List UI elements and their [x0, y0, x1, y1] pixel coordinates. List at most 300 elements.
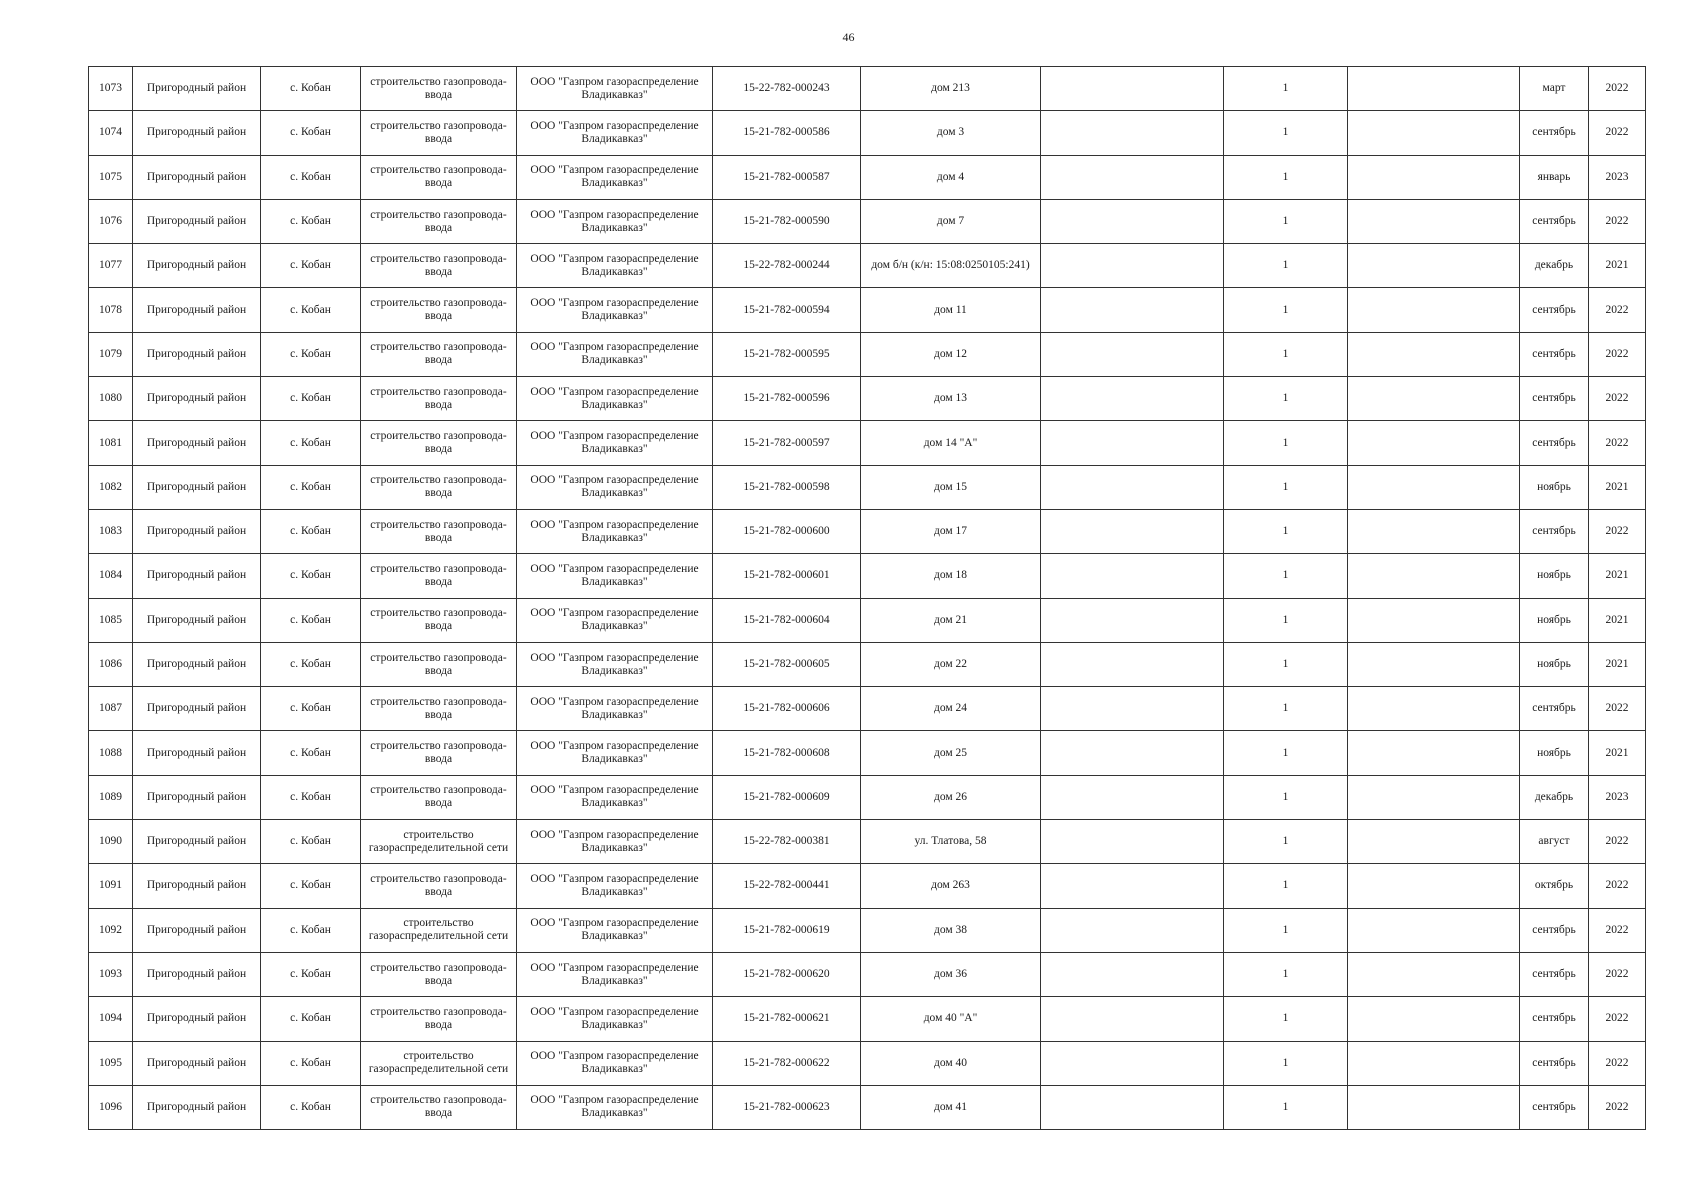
row-number-cell: 1083 [89, 509, 133, 553]
empty-cell [1348, 155, 1520, 199]
empty-cell [1348, 1041, 1520, 1085]
table-row [89, 687, 1646, 731]
empty-cell [1041, 377, 1224, 421]
table-row [89, 421, 1646, 465]
row-number-cell: 1075 [89, 155, 133, 199]
empty-cell [1041, 775, 1224, 819]
village-cell: с. Кобан [261, 598, 361, 642]
row-number-cell: 1079 [89, 332, 133, 376]
district-cell: Пригородный район [133, 67, 261, 111]
table-row [89, 908, 1646, 952]
count-cell: 1 [1224, 687, 1348, 731]
table-row [89, 731, 1646, 775]
row-number-cell: 1091 [89, 864, 133, 908]
row-number-cell: 1087 [89, 687, 133, 731]
empty-cell [1348, 952, 1520, 996]
count-cell: 1 [1224, 775, 1348, 819]
address-cell: дом 263 [861, 864, 1041, 908]
empty-cell [1041, 67, 1224, 111]
month-cell: январь [1520, 155, 1589, 199]
empty-cell [1041, 244, 1224, 288]
village-cell: с. Кобан [261, 111, 361, 155]
table-row [89, 997, 1646, 1041]
empty-cell [1348, 509, 1520, 553]
table-row [89, 775, 1646, 819]
row-number-cell: 1078 [89, 288, 133, 332]
table-row [89, 332, 1646, 376]
row-number-cell: 1093 [89, 952, 133, 996]
table-row [89, 288, 1646, 332]
work-type-cell: строительство газопровода-ввода [361, 332, 517, 376]
month-cell: сентябрь [1520, 908, 1589, 952]
district-cell: Пригородный район [133, 509, 261, 553]
month-cell: сентябрь [1520, 332, 1589, 376]
month-cell: сентябрь [1520, 1085, 1589, 1129]
month-cell: сентябрь [1520, 111, 1589, 155]
month-cell: сентябрь [1520, 199, 1589, 243]
table-row [89, 820, 1646, 864]
work-type-cell: строительство газопровода-ввода [361, 731, 517, 775]
work-type-cell: строительство газопровода-ввода [361, 775, 517, 819]
organization-cell: ООО "Газпром газораспределение Владикавказ" [517, 288, 713, 332]
year-cell: 2022 [1589, 1041, 1646, 1085]
address-cell: дом 14 "А" [861, 421, 1041, 465]
object-code-cell: 15-22-782-000244 [713, 244, 861, 288]
empty-cell [1041, 509, 1224, 553]
organization-cell: ООО "Газпром газораспределение Владикавказ" [517, 244, 713, 288]
row-number-cell: 1082 [89, 465, 133, 509]
table-row [89, 199, 1646, 243]
empty-cell [1348, 997, 1520, 1041]
district-cell: Пригородный район [133, 288, 261, 332]
count-cell: 1 [1224, 199, 1348, 243]
work-type-cell: строительство газопровода-ввода [361, 421, 517, 465]
month-cell: сентябрь [1520, 687, 1589, 731]
empty-cell [1041, 820, 1224, 864]
object-code-cell: 15-21-782-000619 [713, 908, 861, 952]
work-type-cell: строительство газопровода-ввода [361, 509, 517, 553]
count-cell: 1 [1224, 244, 1348, 288]
empty-cell [1348, 687, 1520, 731]
table-row [89, 598, 1646, 642]
object-code-cell: 15-21-782-000623 [713, 1085, 861, 1129]
district-cell: Пригородный район [133, 775, 261, 819]
table-row [89, 642, 1646, 686]
count-cell: 1 [1224, 598, 1348, 642]
district-cell: Пригородный район [133, 1085, 261, 1129]
object-code-cell: 15-21-782-000597 [713, 421, 861, 465]
registry-table [88, 66, 1646, 1130]
year-cell: 2022 [1589, 377, 1646, 421]
month-cell: сентябрь [1520, 1041, 1589, 1085]
organization-cell: ООО "Газпром газораспределение Владикавказ" [517, 642, 713, 686]
year-cell: 2023 [1589, 775, 1646, 819]
table-row [89, 67, 1646, 111]
object-code-cell: 15-22-782-000441 [713, 864, 861, 908]
address-cell: дом 38 [861, 908, 1041, 952]
work-type-cell: строительство газопровода-ввода [361, 687, 517, 731]
address-cell: дом 7 [861, 199, 1041, 243]
organization-cell: ООО "Газпром газораспределение Владикавказ" [517, 908, 713, 952]
year-cell: 2022 [1589, 67, 1646, 111]
district-cell: Пригородный район [133, 820, 261, 864]
object-code-cell: 15-21-782-000620 [713, 952, 861, 996]
count-cell: 1 [1224, 67, 1348, 111]
organization-cell: ООО "Газпром газораспределение Владикавказ" [517, 997, 713, 1041]
row-number-cell: 1076 [89, 199, 133, 243]
year-cell: 2021 [1589, 554, 1646, 598]
village-cell: с. Кобан [261, 332, 361, 376]
empty-cell [1041, 199, 1224, 243]
object-code-cell: 15-21-782-000594 [713, 288, 861, 332]
table-row [89, 509, 1646, 553]
count-cell: 1 [1224, 1041, 1348, 1085]
empty-cell [1041, 1041, 1224, 1085]
month-cell: март [1520, 67, 1589, 111]
month-cell: сентябрь [1520, 288, 1589, 332]
district-cell: Пригородный район [133, 731, 261, 775]
work-type-cell: строительство газопровода-ввода [361, 155, 517, 199]
year-cell: 2022 [1589, 332, 1646, 376]
village-cell: с. Кобан [261, 1041, 361, 1085]
work-type-cell: строительство газопровода-ввода [361, 997, 517, 1041]
count-cell: 1 [1224, 421, 1348, 465]
month-cell: ноябрь [1520, 554, 1589, 598]
address-cell: дом 12 [861, 332, 1041, 376]
empty-cell [1041, 864, 1224, 908]
year-cell: 2021 [1589, 244, 1646, 288]
count-cell: 1 [1224, 1085, 1348, 1129]
empty-cell [1348, 199, 1520, 243]
page-number: 46 [842, 30, 855, 44]
count-cell: 1 [1224, 155, 1348, 199]
empty-cell [1041, 908, 1224, 952]
month-cell: ноябрь [1520, 731, 1589, 775]
village-cell: с. Кобан [261, 820, 361, 864]
work-type-cell: строительство газопровода-ввода [361, 598, 517, 642]
organization-cell: ООО "Газпром газораспределение Владикавказ" [517, 687, 713, 731]
month-cell: октябрь [1520, 864, 1589, 908]
month-cell: август [1520, 820, 1589, 864]
organization-cell: ООО "Газпром газораспределение Владикавказ" [517, 1041, 713, 1085]
empty-cell [1041, 288, 1224, 332]
empty-cell [1041, 997, 1224, 1041]
empty-cell [1348, 731, 1520, 775]
year-cell: 2021 [1589, 465, 1646, 509]
object-code-cell: 15-21-782-000606 [713, 687, 861, 731]
row-number-cell: 1096 [89, 1085, 133, 1129]
count-cell: 1 [1224, 288, 1348, 332]
row-number-cell: 1086 [89, 642, 133, 686]
year-cell: 2022 [1589, 687, 1646, 731]
count-cell: 1 [1224, 908, 1348, 952]
empty-cell [1041, 554, 1224, 598]
address-cell: дом 36 [861, 952, 1041, 996]
district-cell: Пригородный район [133, 155, 261, 199]
object-code-cell: 15-21-782-000604 [713, 598, 861, 642]
count-cell: 1 [1224, 465, 1348, 509]
empty-cell [1041, 598, 1224, 642]
object-code-cell: 15-21-782-000622 [713, 1041, 861, 1085]
village-cell: с. Кобан [261, 642, 361, 686]
empty-cell [1348, 642, 1520, 686]
organization-cell: ООО "Газпром газораспределение Владикавказ" [517, 421, 713, 465]
organization-cell: ООО "Газпром газораспределение Владикавказ" [517, 509, 713, 553]
village-cell: с. Кобан [261, 244, 361, 288]
empty-cell [1348, 67, 1520, 111]
work-type-cell: строительство газопровода-ввода [361, 67, 517, 111]
work-type-cell: строительство газопровода-ввода [361, 952, 517, 996]
empty-cell [1041, 731, 1224, 775]
district-cell: Пригородный район [133, 1041, 261, 1085]
address-cell: дом 3 [861, 111, 1041, 155]
empty-cell [1041, 1085, 1224, 1129]
empty-cell [1041, 332, 1224, 376]
address-cell: дом 21 [861, 598, 1041, 642]
row-number-cell: 1090 [89, 820, 133, 864]
village-cell: с. Кобан [261, 155, 361, 199]
organization-cell: ООО "Газпром газораспределение Владикавказ" [517, 820, 713, 864]
village-cell: с. Кобан [261, 864, 361, 908]
count-cell: 1 [1224, 731, 1348, 775]
empty-cell [1041, 155, 1224, 199]
village-cell: с. Кобан [261, 997, 361, 1041]
count-cell: 1 [1224, 952, 1348, 996]
table-row [89, 377, 1646, 421]
row-number-cell: 1092 [89, 908, 133, 952]
empty-cell [1348, 1085, 1520, 1129]
year-cell: 2022 [1589, 288, 1646, 332]
organization-cell: ООО "Газпром газораспределение Владикавказ" [517, 155, 713, 199]
address-cell: дом 18 [861, 554, 1041, 598]
row-number-cell: 1073 [89, 67, 133, 111]
organization-cell: ООО "Газпром газораспределение Владикавказ" [517, 731, 713, 775]
address-cell: дом 17 [861, 509, 1041, 553]
month-cell: декабрь [1520, 775, 1589, 819]
district-cell: Пригородный район [133, 952, 261, 996]
address-cell: дом 24 [861, 687, 1041, 731]
month-cell: декабрь [1520, 244, 1589, 288]
organization-cell: ООО "Газпром газораспределение Владикавказ" [517, 377, 713, 421]
object-code-cell: 15-21-782-000587 [713, 155, 861, 199]
empty-cell [1348, 421, 1520, 465]
object-code-cell: 15-21-782-000595 [713, 332, 861, 376]
table-row [89, 1041, 1646, 1085]
object-code-cell: 15-21-782-000621 [713, 997, 861, 1041]
district-cell: Пригородный район [133, 864, 261, 908]
village-cell: с. Кобан [261, 731, 361, 775]
empty-cell [1348, 332, 1520, 376]
village-cell: с. Кобан [261, 377, 361, 421]
month-cell: сентябрь [1520, 421, 1589, 465]
address-cell: дом 213 [861, 67, 1041, 111]
village-cell: с. Кобан [261, 288, 361, 332]
address-cell: дом 40 [861, 1041, 1041, 1085]
object-code-cell: 15-21-782-000600 [713, 509, 861, 553]
row-number-cell: 1077 [89, 244, 133, 288]
district-cell: Пригородный район [133, 997, 261, 1041]
empty-cell [1041, 952, 1224, 996]
row-number-cell: 1089 [89, 775, 133, 819]
empty-cell [1348, 554, 1520, 598]
empty-cell [1348, 864, 1520, 908]
district-cell: Пригородный район [133, 332, 261, 376]
year-cell: 2022 [1589, 952, 1646, 996]
work-type-cell: строительство газопровода-ввода [361, 288, 517, 332]
village-cell: с. Кобан [261, 1085, 361, 1129]
count-cell: 1 [1224, 554, 1348, 598]
year-cell: 2021 [1589, 598, 1646, 642]
registry-body [89, 67, 1646, 1130]
organization-cell: ООО "Газпром газораспределение Владикавказ" [517, 554, 713, 598]
work-type-cell: строительство газораспределительной сети [361, 820, 517, 864]
empty-cell [1348, 288, 1520, 332]
count-cell: 1 [1224, 509, 1348, 553]
district-cell: Пригородный район [133, 465, 261, 509]
work-type-cell: строительство газопровода-ввода [361, 377, 517, 421]
table-row [89, 1085, 1646, 1129]
table-row [89, 465, 1646, 509]
work-type-cell: строительство газопровода-ввода [361, 111, 517, 155]
organization-cell: ООО "Газпром газораспределение Владикавказ" [517, 199, 713, 243]
count-cell: 1 [1224, 377, 1348, 421]
year-cell: 2022 [1589, 509, 1646, 553]
row-number-cell: 1094 [89, 997, 133, 1041]
address-cell: дом 11 [861, 288, 1041, 332]
count-cell: 1 [1224, 111, 1348, 155]
month-cell: ноябрь [1520, 642, 1589, 686]
empty-cell [1348, 908, 1520, 952]
organization-cell: ООО "Газпром газораспределение Владикавказ" [517, 1085, 713, 1129]
empty-cell [1041, 642, 1224, 686]
year-cell: 2022 [1589, 421, 1646, 465]
organization-cell: ООО "Газпром газораспределение Владикавказ" [517, 952, 713, 996]
object-code-cell: 15-21-782-000590 [713, 199, 861, 243]
village-cell: с. Кобан [261, 687, 361, 731]
district-cell: Пригородный район [133, 642, 261, 686]
count-cell: 1 [1224, 864, 1348, 908]
work-type-cell: строительство газопровода-ввода [361, 554, 517, 598]
work-type-cell: строительство газопровода-ввода [361, 199, 517, 243]
year-cell: 2022 [1589, 997, 1646, 1041]
month-cell: сентябрь [1520, 509, 1589, 553]
row-number-cell: 1074 [89, 111, 133, 155]
row-number-cell: 1088 [89, 731, 133, 775]
district-cell: Пригородный район [133, 199, 261, 243]
district-cell: Пригородный район [133, 598, 261, 642]
address-cell: ул. Тлатова, 58 [861, 820, 1041, 864]
empty-cell [1348, 598, 1520, 642]
work-type-cell: строительство газопровода-ввода [361, 244, 517, 288]
empty-cell [1041, 687, 1224, 731]
address-cell: дом 26 [861, 775, 1041, 819]
empty-cell [1348, 244, 1520, 288]
object-code-cell: 15-21-782-000598 [713, 465, 861, 509]
month-cell: ноябрь [1520, 598, 1589, 642]
year-cell: 2022 [1589, 1085, 1646, 1129]
object-code-cell: 15-21-782-000605 [713, 642, 861, 686]
month-cell: сентябрь [1520, 377, 1589, 421]
year-cell: 2022 [1589, 864, 1646, 908]
address-cell: дом 40 "А" [861, 997, 1041, 1041]
organization-cell: ООО "Газпром газораспределение Владикавказ" [517, 864, 713, 908]
address-cell: дом 15 [861, 465, 1041, 509]
year-cell: 2022 [1589, 820, 1646, 864]
empty-cell [1041, 421, 1224, 465]
object-code-cell: 15-21-782-000609 [713, 775, 861, 819]
year-cell: 2022 [1589, 199, 1646, 243]
empty-cell [1348, 820, 1520, 864]
row-number-cell: 1084 [89, 554, 133, 598]
work-type-cell: строительство газопровода-ввода [361, 864, 517, 908]
village-cell: с. Кобан [261, 554, 361, 598]
address-cell: дом б/н (к/н: 15:08:0250105:241) [861, 244, 1041, 288]
work-type-cell: строительство газопровода-ввода [361, 1085, 517, 1129]
address-cell: дом 4 [861, 155, 1041, 199]
empty-cell [1041, 111, 1224, 155]
object-code-cell: 15-21-782-000601 [713, 554, 861, 598]
district-cell: Пригородный район [133, 377, 261, 421]
count-cell: 1 [1224, 820, 1348, 864]
village-cell: с. Кобан [261, 775, 361, 819]
district-cell: Пригородный район [133, 421, 261, 465]
object-code-cell: 15-21-782-000596 [713, 377, 861, 421]
village-cell: с. Кобан [261, 465, 361, 509]
year-cell: 2021 [1589, 642, 1646, 686]
village-cell: с. Кобан [261, 67, 361, 111]
work-type-cell: строительство газопровода-ввода [361, 642, 517, 686]
organization-cell: ООО "Газпром газораспределение Владикавказ" [517, 332, 713, 376]
object-code-cell: 15-21-782-000608 [713, 731, 861, 775]
month-cell: сентябрь [1520, 952, 1589, 996]
district-cell: Пригородный район [133, 111, 261, 155]
village-cell: с. Кобан [261, 908, 361, 952]
organization-cell: ООО "Газпром газораспределение Владикавказ" [517, 465, 713, 509]
object-code-cell: 15-21-782-000586 [713, 111, 861, 155]
work-type-cell: строительство газораспределительной сети [361, 908, 517, 952]
table-row [89, 952, 1646, 996]
district-cell: Пригородный район [133, 908, 261, 952]
address-cell: дом 25 [861, 731, 1041, 775]
village-cell: с. Кобан [261, 199, 361, 243]
row-number-cell: 1095 [89, 1041, 133, 1085]
district-cell: Пригородный район [133, 687, 261, 731]
organization-cell: ООО "Газпром газораспределение Владикавказ" [517, 67, 713, 111]
village-cell: с. Кобан [261, 421, 361, 465]
table-row [89, 554, 1646, 598]
year-cell: 2021 [1589, 731, 1646, 775]
month-cell: ноябрь [1520, 465, 1589, 509]
organization-cell: ООО "Газпром газораспределение Владикавказ" [517, 598, 713, 642]
district-cell: Пригородный район [133, 554, 261, 598]
table-row [89, 155, 1646, 199]
row-number-cell: 1081 [89, 421, 133, 465]
year-cell: 2022 [1589, 111, 1646, 155]
month-cell: сентябрь [1520, 997, 1589, 1041]
object-code-cell: 15-22-782-000381 [713, 820, 861, 864]
count-cell: 1 [1224, 332, 1348, 376]
row-number-cell: 1080 [89, 377, 133, 421]
village-cell: с. Кобан [261, 509, 361, 553]
table-row [89, 864, 1646, 908]
organization-cell: ООО "Газпром газораспределение Владикавказ" [517, 775, 713, 819]
count-cell: 1 [1224, 642, 1348, 686]
year-cell: 2023 [1589, 155, 1646, 199]
table-row [89, 111, 1646, 155]
year-cell: 2022 [1589, 908, 1646, 952]
empty-cell [1348, 377, 1520, 421]
address-cell: дом 22 [861, 642, 1041, 686]
